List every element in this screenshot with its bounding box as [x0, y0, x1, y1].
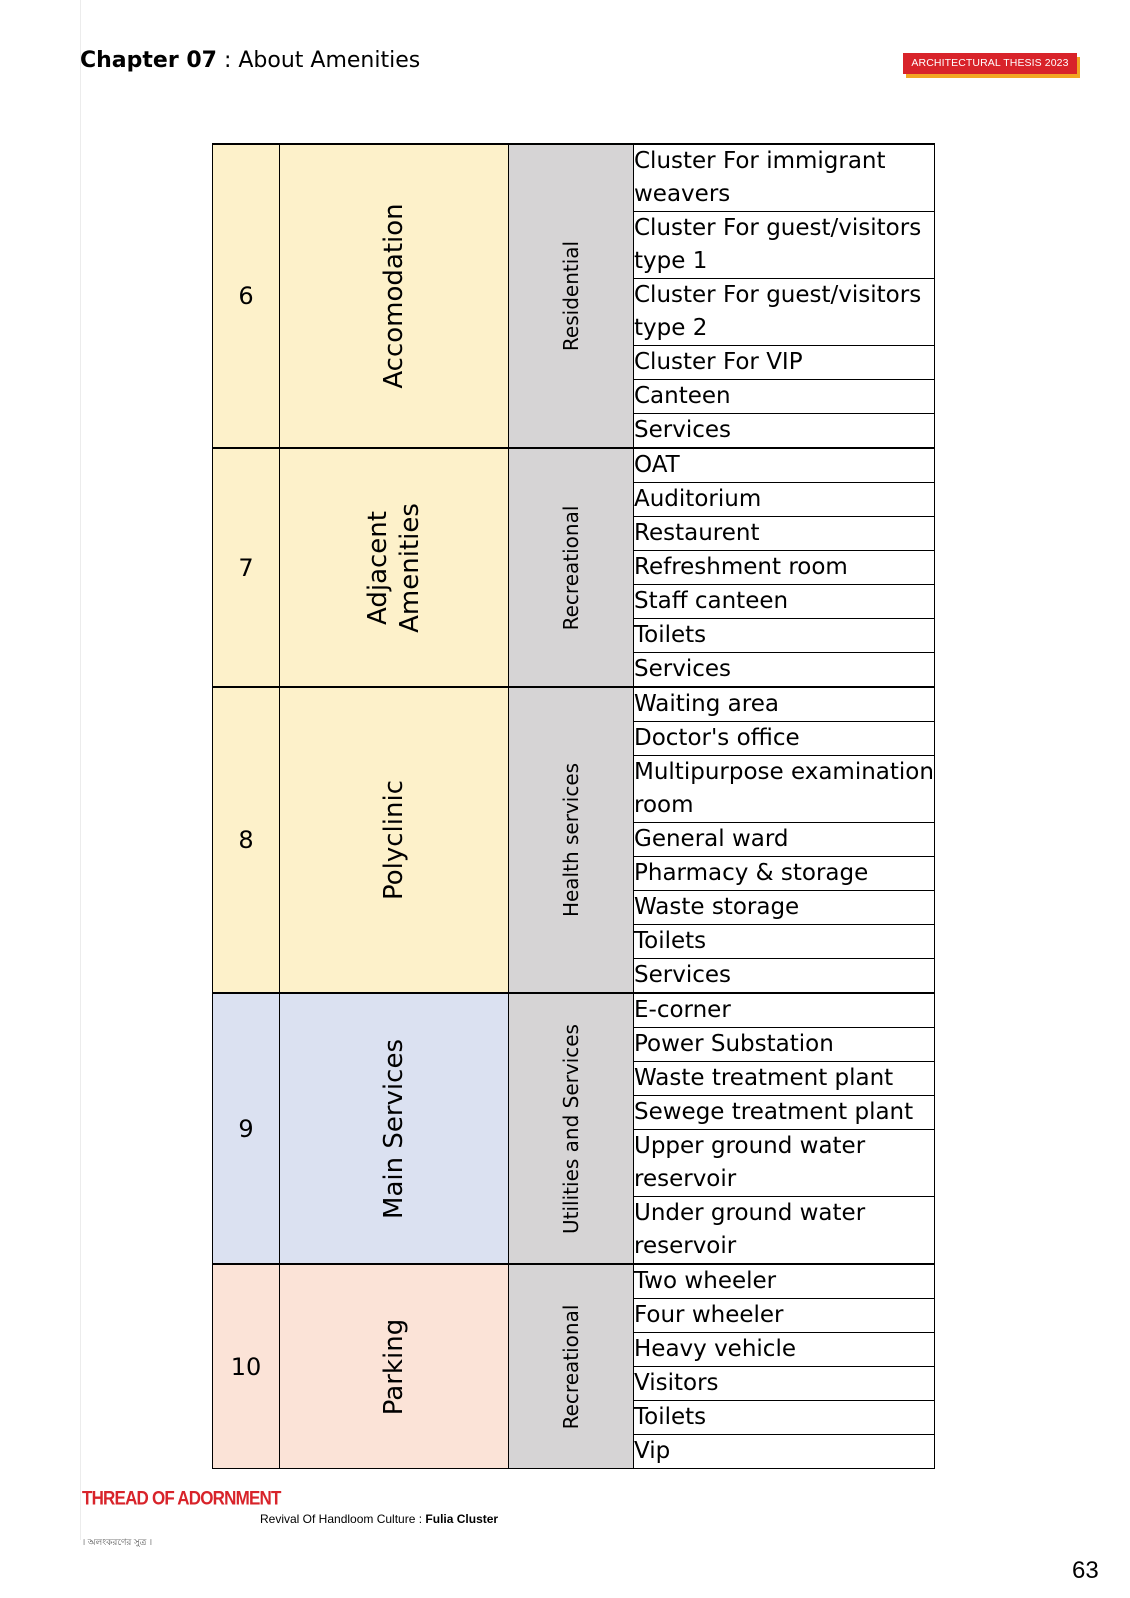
footer-subtitle [260, 1512, 498, 1526]
amenity-item: Restaurent [634, 517, 935, 551]
amenity-item: Under ground water reservoir [634, 1197, 935, 1265]
amenity-item: Staff canteen [634, 585, 935, 619]
amenity-item: Pharmacy & storage [634, 857, 935, 891]
amenities-table-body [213, 144, 935, 1469]
table-row [213, 448, 935, 483]
group-name [378, 203, 410, 388]
amenity-item: Cluster For VIP [634, 346, 935, 380]
table-row [213, 993, 935, 1028]
group-name-cell [280, 993, 509, 1264]
group-category-cell [509, 687, 634, 993]
page-number: 63 [1072, 1557, 1099, 1584]
group-name [362, 503, 426, 633]
chapter-title: : About Amenities [216, 48, 421, 73]
footer-subtitle-text: Revival Of Handloom Culture : [260, 1512, 426, 1526]
amenity-item: Cluster For guest/visitors type 1 [634, 212, 935, 279]
table-row [213, 1264, 935, 1299]
table-row [213, 144, 935, 212]
group-category: Recreational [559, 1304, 583, 1429]
amenity-item: OAT [634, 448, 935, 483]
amenity-item: Visitors [634, 1367, 935, 1401]
group-number: 10 [213, 1264, 280, 1469]
amenity-item: Cluster For guest/visitors type 2 [634, 279, 935, 346]
chapter-number: Chapter 07 [80, 48, 217, 73]
group-category: Residential [559, 240, 583, 352]
footer-brand-logo: THREAD OF ADORNMENT [82, 1487, 281, 1509]
group-name-line: Amenities [395, 502, 425, 633]
footer-brand-bengali: । অলংকরণের সুত্র । [82, 1537, 153, 1547]
amenity-item: Canteen [634, 380, 935, 414]
amenity-item: Four wheeler [634, 1299, 935, 1333]
amenity-item: Multipurpose examination room [634, 756, 935, 823]
group-name-line: Adjacent [363, 510, 393, 625]
amenities-table [212, 143, 935, 1469]
amenity-item: Heavy vehicle [634, 1333, 935, 1367]
amenity-item: Waste treatment plant [634, 1062, 935, 1096]
group-category-cell [509, 1264, 634, 1469]
footer-subtitle-bold: Fulia Cluster [425, 1512, 499, 1526]
amenity-item: Cluster For immigrant weavers [634, 144, 935, 212]
group-name-cell [280, 144, 509, 448]
group-name-line: Polyclinic [379, 779, 409, 901]
amenity-item: Two wheeler [634, 1264, 935, 1299]
amenity-item: Services [634, 414, 935, 449]
group-category: Health services [559, 762, 583, 918]
group-category-cell [509, 448, 634, 687]
badge-label: ARCHITECTURAL THESIS 2023 [903, 53, 1077, 74]
amenity-item: E-corner [634, 993, 935, 1028]
group-number: 8 [213, 687, 280, 993]
group-name-line: Accomodation [379, 203, 409, 389]
amenity-item: Vip [634, 1435, 935, 1469]
group-number: 7 [213, 448, 280, 687]
group-name-line: Parking [379, 1318, 409, 1415]
page-margin-line [80, 0, 81, 1540]
amenity-item: Doctor's office [634, 722, 935, 756]
chapter-heading [80, 48, 420, 73]
thesis-badge [903, 53, 1080, 78]
amenity-item: Services [634, 959, 935, 994]
amenity-item: Power Substation [634, 1028, 935, 1062]
group-name [378, 780, 410, 900]
group-name-cell [280, 448, 509, 687]
amenity-item: Refreshment room [634, 551, 935, 585]
amenity-item: Upper ground water reservoir [634, 1130, 935, 1197]
amenity-item: General ward [634, 823, 935, 857]
group-name-cell [280, 1264, 509, 1469]
group-name-cell [280, 687, 509, 993]
amenity-item: Auditorium [634, 483, 935, 517]
group-category-cell [509, 144, 634, 448]
group-category: Recreational [559, 505, 583, 630]
group-name [378, 1318, 410, 1414]
amenity-item: Toilets [634, 619, 935, 653]
table-row [213, 687, 935, 722]
group-number: 9 [213, 993, 280, 1264]
group-category-cell [509, 993, 634, 1264]
amenity-item: Toilets [634, 925, 935, 959]
amenity-item: Waiting area [634, 687, 935, 722]
group-name [378, 1039, 410, 1219]
group-name-line: Main Services [379, 1038, 409, 1219]
amenity-item: Sewege treatment plant [634, 1096, 935, 1130]
amenity-item: Toilets [634, 1401, 935, 1435]
amenity-item: Services [634, 653, 935, 688]
group-category: Utilities and Services [559, 1023, 583, 1234]
group-number: 6 [213, 144, 280, 448]
amenity-item: Waste storage [634, 891, 935, 925]
